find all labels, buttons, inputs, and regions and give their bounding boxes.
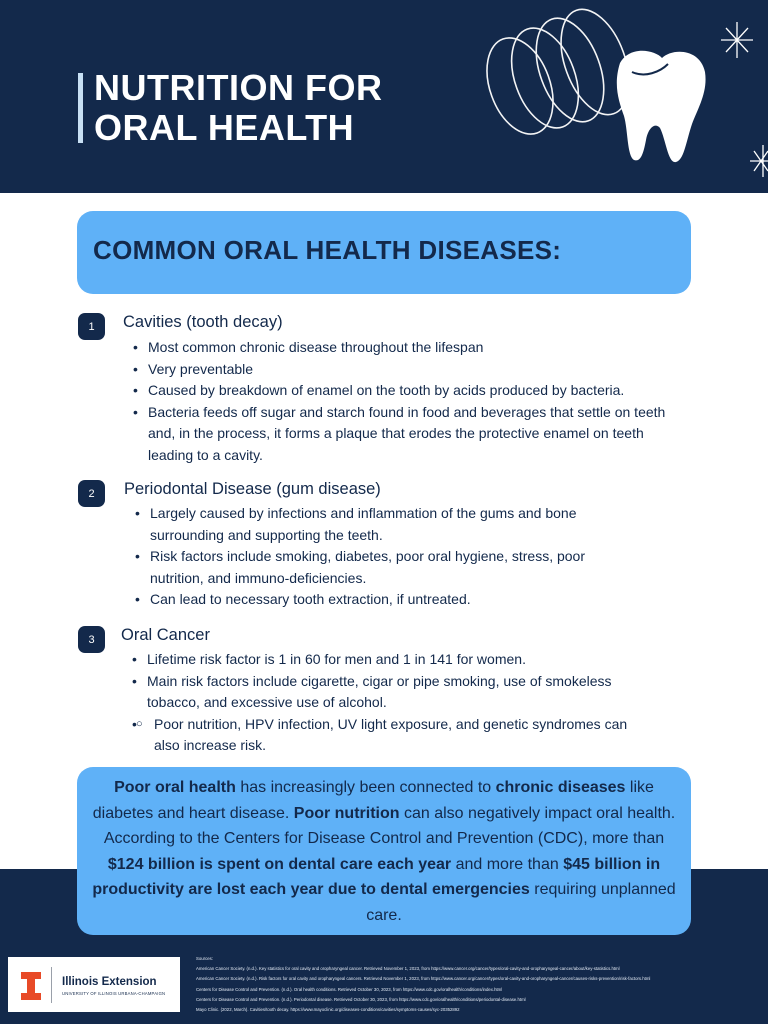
sources (196, 954, 756, 1015)
source-entry: Centers for Disease Control and Prevention. (n.d.). Periodontal disease. Retrieved October 30, 2023, from https://www.cdc.gov/oralhealth/conditions/periodontal-disease.html (196, 996, 526, 1002)
list-item: • Risk factors include smoking, diabetes, poor oral hygiene, stress, poor nutrition, and immuno-deficiencies. (132, 546, 622, 589)
header (0, 0, 768, 193)
sources-heading: Sources: (196, 956, 213, 961)
illinois-extension-logo (8, 957, 180, 1012)
common-diseases-banner (77, 211, 691, 294)
callout-bold: chronic diseases (495, 779, 626, 796)
disease-sub-bullets (129, 714, 649, 757)
disease-title: Cavities (tooth decay) (123, 313, 283, 331)
list-item: • Bacteria feeds off sugar and starch found in food and beverages that settle on teeth and, in the process, it forms a plaque that erodes the protective enamel on teeth leading to a cavity. (130, 402, 675, 467)
block-i-icon (21, 972, 41, 1000)
tooth-icon (617, 51, 706, 162)
logo-university: UNIVERSITY OF ILLINOIS URBANA-CHAMPAIGN (62, 991, 166, 996)
callout-text: can also negatively impact oral health. According to the Centers for Disease Control and Prevention (CDC), more than (103, 804, 676, 847)
list-item: • Largely caused by infections and inflammation of the gums and bone surrounding and supporting the teeth. (132, 503, 622, 546)
list-item: • Very preventable (130, 359, 675, 381)
list-item: • Lifetime risk factor is 1 in 60 for men and 1 in 141 for women. (129, 649, 649, 671)
callout-text: has increasingly been connected to (235, 779, 496, 796)
number-badge: 2 (78, 480, 105, 507)
callout-bold: $45 billion in productivity are lost each year due to dental emergencies (92, 855, 661, 898)
disease-title: Periodontal Disease (gum disease) (124, 480, 381, 498)
disease-bullets (130, 337, 675, 466)
list-item: • Most common chronic disease throughout the lifespan (130, 337, 675, 359)
spiral-icon (475, 0, 642, 143)
logo-divider (51, 967, 52, 1003)
callout-bold: Poor oral health (114, 779, 236, 796)
list-item: ○ • Poor nutrition, HPV infection, UV light exposure, and genetic syndromes can also increase risk. (129, 714, 649, 757)
callout-text: like diabetes and heart disease. (92, 779, 654, 822)
sparkle-icon (721, 22, 753, 58)
list-item: • Can lead to necessary tooth extraction, if untreated. (132, 589, 622, 611)
title-line-2: ORAL HEALTH (94, 107, 355, 148)
source-entry: Mayo Clinic. (2022, March). Cavities/tooth decay. https://www.mayoclinic.org/diseases-conditions/cavities/symptoms-causes/syc-20352892 (196, 1007, 460, 1013)
list-item-nested (129, 714, 649, 757)
section-heading: COMMON ORAL HEALTH DISEASES: (93, 235, 562, 265)
source-entry: American Cancer Society. (n.d.). Risk factors for oral cavity and oropharyngeal cancers. Retrieved November 1, 2023, from https://www.cancer.org/cancer/types/oral-cavity-and-oropharyngeal-cancer/causes-risks-prevention/risk-factors.html (196, 976, 651, 982)
callout-bold: $124 billion is spent on dental care each year (107, 855, 452, 873)
disease-title: Oral Cancer (121, 626, 210, 644)
logo-name: Illinois Extension (62, 976, 157, 988)
disease-bullets (129, 649, 649, 757)
list-item: • Caused by breakdown of enamel on the tooth by acids produced by bacteria. (130, 380, 675, 402)
number-badge: 1 (78, 313, 105, 340)
title-line-1: NUTRITION FOR (94, 67, 383, 108)
source-entry: Centers for Disease Control and Prevention. (n.d.). Oral health conditions. Retrieved October 30, 2023, from https://www.cdc.gov/oralhealth/conditions/index.html (196, 986, 503, 992)
callout-text: requiring unplanned care. (366, 881, 676, 924)
number-badge: 3 (78, 626, 105, 653)
callout-text: and more than (451, 855, 564, 873)
callout-bold: Poor nutrition (293, 804, 400, 822)
oral-health-callout (77, 767, 691, 935)
header-decoration (0, 0, 768, 193)
sparkle-icon (750, 145, 768, 177)
source-entry: American Cancer Society. (n.d.). Key statistics for oral cavity and oropharyngeal cancer. Retrieved November 1, 2023, from https://www.cancer.org/cancer/types/oral-cavity-and-oropharyngeal-cancer/about/key-statistics.html (196, 966, 620, 972)
list-item: • Main risk factors include cigarette, cigar or pipe smoking, use of smokeless tobacco, and excessive use of alcohol. (129, 671, 649, 714)
disease-bullets (132, 503, 622, 611)
